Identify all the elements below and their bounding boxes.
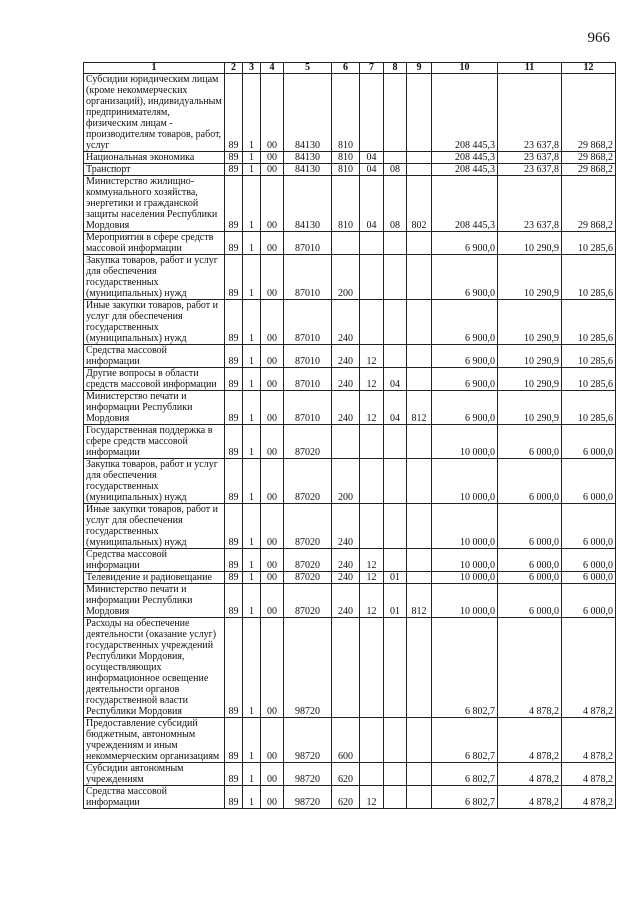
- cell-amount-12: 29 868,2: [562, 164, 616, 176]
- cell-col-6: 240: [332, 368, 360, 391]
- cell-amount-11: 4 878,2: [498, 763, 562, 786]
- table-row: [84, 549, 616, 572]
- cell-col-5: 87020: [284, 425, 332, 459]
- cell-col-6: 240: [332, 504, 360, 549]
- table-row: [84, 572, 616, 584]
- cell-col-8: 08: [384, 164, 407, 176]
- cell-col-2: 89: [225, 549, 243, 572]
- cell-col-7: [360, 504, 384, 549]
- cell-col-4: 00: [261, 176, 284, 232]
- cell-col-2: 89: [225, 164, 243, 176]
- cell-col-2: 89: [225, 368, 243, 391]
- cell-col-3: 1: [243, 584, 261, 618]
- cell-amount-11: 10 290,9: [498, 345, 562, 368]
- cell-col-5: 87020: [284, 572, 332, 584]
- cell-col-7: 12: [360, 584, 384, 618]
- table-row: [84, 368, 616, 391]
- cell-col-4: 00: [261, 391, 284, 425]
- cell-col-5: 87010: [284, 300, 332, 345]
- table-row: [84, 786, 616, 809]
- cell-amount-10: 208 445,3: [432, 176, 498, 232]
- cell-col-9: [407, 164, 432, 176]
- cell-col-9: [407, 232, 432, 255]
- cell-amount-10: 6 900,0: [432, 391, 498, 425]
- row-name: Закупка товаров, работ и услуг для обеспечения государственных (муниципальных) нужд: [84, 459, 225, 504]
- cell-col-3: 1: [243, 763, 261, 786]
- cell-col-7: [360, 232, 384, 255]
- cell-col-3: 1: [243, 74, 261, 152]
- cell-col-7: [360, 718, 384, 763]
- cell-amount-11: 10 290,9: [498, 368, 562, 391]
- cell-col-5: 87020: [284, 584, 332, 618]
- cell-col-7: 04: [360, 164, 384, 176]
- cell-amount-10: 6 900,0: [432, 345, 498, 368]
- cell-amount-12: 6 000,0: [562, 584, 616, 618]
- row-name: Мероприятия в сфере средств массовой информации: [84, 232, 225, 255]
- table-row: [84, 300, 616, 345]
- cell-col-6: 240: [332, 549, 360, 572]
- table-row: [84, 618, 616, 718]
- cell-col-9: [407, 425, 432, 459]
- cell-amount-11: 6 000,0: [498, 459, 562, 504]
- row-name: Средства массовой информации: [84, 786, 225, 809]
- cell-amount-11: 23 637,8: [498, 164, 562, 176]
- column-header: 8: [384, 63, 407, 74]
- cell-amount-12: 10 285,6: [562, 300, 616, 345]
- cell-amount-11: 4 878,2: [498, 618, 562, 718]
- table-row: [84, 718, 616, 763]
- cell-col-9: [407, 255, 432, 300]
- cell-col-3: 1: [243, 300, 261, 345]
- cell-amount-11: 10 290,9: [498, 232, 562, 255]
- cell-col-8: [384, 345, 407, 368]
- cell-col-9: 802: [407, 176, 432, 232]
- cell-col-8: [384, 74, 407, 152]
- cell-col-7: [360, 74, 384, 152]
- cell-col-8: [384, 255, 407, 300]
- row-name: Другие вопросы в области средств массовой информации: [84, 368, 225, 391]
- cell-col-2: 89: [225, 300, 243, 345]
- cell-amount-11: 6 000,0: [498, 572, 562, 584]
- cell-col-8: [384, 459, 407, 504]
- cell-col-3: 1: [243, 618, 261, 718]
- cell-col-5: 87010: [284, 391, 332, 425]
- cell-amount-10: 10 000,0: [432, 425, 498, 459]
- cell-col-9: 812: [407, 584, 432, 618]
- cell-col-7: [360, 459, 384, 504]
- cell-col-4: 00: [261, 718, 284, 763]
- cell-amount-12: 6 000,0: [562, 549, 616, 572]
- cell-amount-10: 10 000,0: [432, 584, 498, 618]
- cell-col-6: 620: [332, 786, 360, 809]
- cell-col-4: 00: [261, 300, 284, 345]
- cell-col-6: [332, 618, 360, 718]
- cell-col-2: 89: [225, 152, 243, 164]
- cell-amount-12: 6 000,0: [562, 504, 616, 549]
- cell-amount-12: 4 878,2: [562, 618, 616, 718]
- cell-amount-10: 6 802,7: [432, 786, 498, 809]
- cell-col-7: [360, 425, 384, 459]
- cell-col-8: [384, 300, 407, 345]
- cell-amount-12: 6 000,0: [562, 425, 616, 459]
- cell-col-3: 1: [243, 425, 261, 459]
- cell-col-2: 89: [225, 718, 243, 763]
- cell-col-3: 1: [243, 232, 261, 255]
- cell-col-6: 810: [332, 176, 360, 232]
- cell-amount-10: 6 900,0: [432, 255, 498, 300]
- cell-col-2: 89: [225, 618, 243, 718]
- cell-col-9: [407, 763, 432, 786]
- table-row: [84, 176, 616, 232]
- cell-amount-12: 10 285,6: [562, 255, 616, 300]
- cell-col-3: 1: [243, 255, 261, 300]
- cell-amount-11: 10 290,9: [498, 300, 562, 345]
- cell-col-8: 04: [384, 368, 407, 391]
- cell-amount-12: 29 868,2: [562, 152, 616, 164]
- cell-col-9: [407, 300, 432, 345]
- cell-col-4: 00: [261, 786, 284, 809]
- cell-col-5: 87010: [284, 255, 332, 300]
- cell-col-7: 12: [360, 572, 384, 584]
- cell-col-5: 98720: [284, 718, 332, 763]
- cell-col-9: [407, 572, 432, 584]
- cell-col-3: 1: [243, 572, 261, 584]
- cell-amount-12: 29 868,2: [562, 176, 616, 232]
- cell-col-7: 12: [360, 549, 384, 572]
- cell-amount-10: 208 445,3: [432, 74, 498, 152]
- cell-amount-10: 10 000,0: [432, 572, 498, 584]
- cell-col-5: 84130: [284, 164, 332, 176]
- cell-col-5: 87010: [284, 345, 332, 368]
- cell-amount-11: 23 637,8: [498, 176, 562, 232]
- row-name: Министерство жилищно-коммунального хозяйства, энергетики и гражданской защиты населения Республики Мордовия: [84, 176, 225, 232]
- column-header: 12: [562, 63, 616, 74]
- cell-col-8: 04: [384, 391, 407, 425]
- cell-amount-12: 4 878,2: [562, 763, 616, 786]
- table-row: [84, 391, 616, 425]
- column-header: 1: [84, 63, 225, 74]
- cell-amount-10: 6 900,0: [432, 300, 498, 345]
- cell-amount-11: 6 000,0: [498, 504, 562, 549]
- cell-col-3: 1: [243, 152, 261, 164]
- cell-col-4: 00: [261, 618, 284, 718]
- cell-col-4: 00: [261, 459, 284, 504]
- row-name: Субсидии автономным учреждениям: [84, 763, 225, 786]
- cell-amount-11: 23 637,8: [498, 74, 562, 152]
- cell-col-6: 240: [332, 391, 360, 425]
- cell-col-8: [384, 425, 407, 459]
- table-row: [84, 232, 616, 255]
- cell-col-4: 00: [261, 164, 284, 176]
- table-row: [84, 164, 616, 176]
- cell-col-7: [360, 300, 384, 345]
- cell-amount-10: 6 802,7: [432, 763, 498, 786]
- cell-amount-11: 6 000,0: [498, 584, 562, 618]
- cell-col-2: 89: [225, 459, 243, 504]
- header-row: [84, 63, 616, 74]
- cell-col-6: 600: [332, 718, 360, 763]
- cell-col-4: 00: [261, 572, 284, 584]
- row-name: Субсидии юридическим лицам (кроме некоммерческих организаций), индивидуальным предпринимателям, физическим лицам - производителям товаров, работ, услуг: [84, 74, 225, 152]
- cell-col-2: 89: [225, 425, 243, 459]
- cell-amount-11: 4 878,2: [498, 786, 562, 809]
- cell-col-8: [384, 504, 407, 549]
- cell-col-9: [407, 504, 432, 549]
- table-row: [84, 504, 616, 549]
- cell-amount-10: 6 900,0: [432, 232, 498, 255]
- table-row: [84, 763, 616, 786]
- cell-col-6: [332, 232, 360, 255]
- cell-col-6: [332, 425, 360, 459]
- cell-col-8: [384, 152, 407, 164]
- cell-col-8: [384, 232, 407, 255]
- cell-col-3: 1: [243, 718, 261, 763]
- row-name: Средства массовой информации: [84, 345, 225, 368]
- table-row: [84, 345, 616, 368]
- cell-col-5: 87010: [284, 232, 332, 255]
- row-name: Министерство печати и информации Республики Мордовия: [84, 391, 225, 425]
- cell-col-9: [407, 549, 432, 572]
- cell-col-4: 00: [261, 368, 284, 391]
- cell-amount-12: 10 285,6: [562, 391, 616, 425]
- cell-col-7: 12: [360, 786, 384, 809]
- row-name: Транспорт: [84, 164, 225, 176]
- cell-col-7: [360, 255, 384, 300]
- column-header: 11: [498, 63, 562, 74]
- table-row: [84, 425, 616, 459]
- cell-col-5: 98720: [284, 618, 332, 718]
- cell-col-8: 08: [384, 176, 407, 232]
- cell-col-3: 1: [243, 164, 261, 176]
- column-header: 4: [261, 63, 284, 74]
- page-number: 966: [587, 30, 610, 46]
- cell-col-9: [407, 74, 432, 152]
- cell-amount-11: 6 000,0: [498, 425, 562, 459]
- cell-col-4: 00: [261, 255, 284, 300]
- table-row: [84, 74, 616, 152]
- cell-col-9: [407, 618, 432, 718]
- table-row: [84, 459, 616, 504]
- cell-amount-12: 10 285,6: [562, 368, 616, 391]
- cell-col-2: 89: [225, 786, 243, 809]
- cell-col-5: 98720: [284, 786, 332, 809]
- table-row: [84, 152, 616, 164]
- cell-col-9: [407, 152, 432, 164]
- cell-col-2: 89: [225, 584, 243, 618]
- table-row: [84, 584, 616, 618]
- cell-col-6: 810: [332, 164, 360, 176]
- cell-col-2: 89: [225, 763, 243, 786]
- row-name: Телевидение и радиовещание: [84, 572, 225, 584]
- cell-amount-12: 10 285,6: [562, 232, 616, 255]
- cell-col-6: 240: [332, 345, 360, 368]
- cell-col-4: 00: [261, 152, 284, 164]
- cell-amount-11: 23 637,8: [498, 152, 562, 164]
- cell-amount-10: 10 000,0: [432, 549, 498, 572]
- cell-col-8: [384, 763, 407, 786]
- cell-col-2: 89: [225, 232, 243, 255]
- cell-col-3: 1: [243, 549, 261, 572]
- cell-col-4: 00: [261, 549, 284, 572]
- column-header: 9: [407, 63, 432, 74]
- cell-amount-12: 29 868,2: [562, 74, 616, 152]
- cell-col-5: 84130: [284, 74, 332, 152]
- cell-col-3: 1: [243, 345, 261, 368]
- cell-col-8: [384, 718, 407, 763]
- cell-col-6: 240: [332, 300, 360, 345]
- row-name: Иные закупки товаров, работ и услуг для обеспечения государственных (муниципальных) нужд: [84, 504, 225, 549]
- cell-col-8: 01: [384, 572, 407, 584]
- cell-col-4: 00: [261, 763, 284, 786]
- cell-col-4: 00: [261, 74, 284, 152]
- cell-col-6: 810: [332, 74, 360, 152]
- cell-col-3: 1: [243, 504, 261, 549]
- cell-amount-10: 6 802,7: [432, 618, 498, 718]
- budget-table: [83, 62, 616, 809]
- column-header: 5: [284, 63, 332, 74]
- cell-col-3: 1: [243, 391, 261, 425]
- cell-col-9: [407, 786, 432, 809]
- column-header: 3: [243, 63, 261, 74]
- cell-col-2: 89: [225, 74, 243, 152]
- cell-col-5: 87020: [284, 504, 332, 549]
- row-name: Средства массовой информации: [84, 549, 225, 572]
- row-name: Министерство печати и информации Республики Мордовия: [84, 584, 225, 618]
- cell-col-4: 00: [261, 232, 284, 255]
- cell-col-5: 84130: [284, 176, 332, 232]
- row-name: Иные закупки товаров, работ и услуг для обеспечения государственных (муниципальных) нужд: [84, 300, 225, 345]
- cell-col-6: 240: [332, 572, 360, 584]
- cell-col-5: 98720: [284, 763, 332, 786]
- cell-col-7: 12: [360, 345, 384, 368]
- cell-col-7: 12: [360, 391, 384, 425]
- cell-amount-10: 208 445,3: [432, 152, 498, 164]
- column-header: 10: [432, 63, 498, 74]
- column-header: 7: [360, 63, 384, 74]
- cell-amount-11: 4 878,2: [498, 718, 562, 763]
- cell-col-8: [384, 549, 407, 572]
- cell-col-6: 200: [332, 459, 360, 504]
- cell-col-7: 04: [360, 152, 384, 164]
- cell-amount-12: 6 000,0: [562, 459, 616, 504]
- cell-amount-12: 4 878,2: [562, 786, 616, 809]
- cell-amount-11: 10 290,9: [498, 391, 562, 425]
- cell-col-6: 620: [332, 763, 360, 786]
- row-name: Предоставление субсидий бюджетным, автономным учреждениям и иным некоммерческим организациям: [84, 718, 225, 763]
- column-header: 6: [332, 63, 360, 74]
- cell-col-5: 84130: [284, 152, 332, 164]
- cell-col-2: 89: [225, 504, 243, 549]
- cell-col-6: 810: [332, 152, 360, 164]
- cell-col-6: 200: [332, 255, 360, 300]
- cell-col-9: [407, 718, 432, 763]
- cell-amount-11: 10 290,9: [498, 255, 562, 300]
- cell-amount-11: 6 000,0: [498, 549, 562, 572]
- cell-col-2: 89: [225, 572, 243, 584]
- cell-col-2: 89: [225, 255, 243, 300]
- cell-amount-10: 10 000,0: [432, 459, 498, 504]
- cell-col-5: 87020: [284, 549, 332, 572]
- cell-col-8: 01: [384, 584, 407, 618]
- column-header: 2: [225, 63, 243, 74]
- cell-col-3: 1: [243, 786, 261, 809]
- cell-col-7: [360, 618, 384, 718]
- cell-col-8: [384, 786, 407, 809]
- cell-col-5: 87010: [284, 368, 332, 391]
- cell-col-4: 00: [261, 425, 284, 459]
- cell-col-9: [407, 368, 432, 391]
- cell-col-4: 00: [261, 584, 284, 618]
- cell-col-7: 04: [360, 176, 384, 232]
- cell-col-5: 87020: [284, 459, 332, 504]
- cell-col-2: 89: [225, 345, 243, 368]
- cell-amount-10: 6 802,7: [432, 718, 498, 763]
- cell-amount-12: 4 878,2: [562, 718, 616, 763]
- cell-col-8: [384, 618, 407, 718]
- cell-col-9: [407, 345, 432, 368]
- cell-col-2: 89: [225, 176, 243, 232]
- cell-col-3: 1: [243, 176, 261, 232]
- cell-col-6: 240: [332, 584, 360, 618]
- row-name: Расходы на обеспечение деятельности (оказание услуг) государственных учреждений Республики Мордовия, осуществляющих информационное освещение деятельности органов государственной власти Республики Мордовия: [84, 618, 225, 718]
- cell-col-3: 1: [243, 459, 261, 504]
- row-name: Государственная поддержка в сфере средств массовой информации: [84, 425, 225, 459]
- cell-col-2: 89: [225, 391, 243, 425]
- row-name: Национальная экономика: [84, 152, 225, 164]
- cell-col-3: 1: [243, 368, 261, 391]
- cell-amount-12: 10 285,6: [562, 345, 616, 368]
- cell-col-7: [360, 763, 384, 786]
- cell-col-4: 00: [261, 504, 284, 549]
- row-name: Закупка товаров, работ и услуг для обеспечения государственных (муниципальных) нужд: [84, 255, 225, 300]
- cell-col-7: 12: [360, 368, 384, 391]
- cell-col-4: 00: [261, 345, 284, 368]
- cell-col-9: [407, 459, 432, 504]
- cell-amount-10: 6 900,0: [432, 368, 498, 391]
- cell-col-9: 812: [407, 391, 432, 425]
- cell-amount-10: 208 445,3: [432, 164, 498, 176]
- table-row: [84, 255, 616, 300]
- cell-amount-12: 6 000,0: [562, 572, 616, 584]
- cell-amount-10: 10 000,0: [432, 504, 498, 549]
